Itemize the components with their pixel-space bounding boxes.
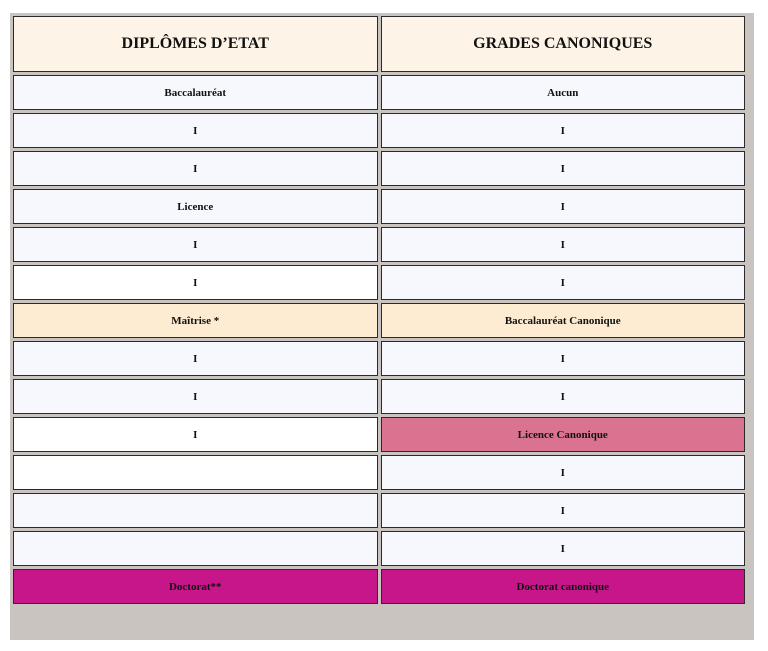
header-grades-canoniques: GRADES CANONIQUES	[381, 16, 746, 72]
table-row	[13, 531, 745, 566]
cell-grade: I	[381, 227, 746, 262]
cell-grade: I	[381, 151, 746, 186]
table-row	[13, 265, 745, 300]
cell-grade: I	[381, 493, 746, 528]
table-header-row	[13, 16, 745, 72]
header-diplomes-etat: DIPLÔMES D’ETAT	[13, 16, 378, 72]
cell-diplome: I	[13, 379, 378, 414]
table-row	[13, 493, 745, 528]
cell-grade: I	[381, 531, 746, 566]
cell-diplome	[13, 531, 378, 566]
cell-grade: Aucun	[381, 75, 746, 110]
cell-grade: I	[381, 265, 746, 300]
grades-table-frame	[10, 13, 754, 640]
cell-grade: I	[381, 113, 746, 148]
cell-diplome	[13, 455, 378, 490]
table-row	[13, 455, 745, 490]
table-row	[13, 379, 745, 414]
cell-diplome: I	[13, 113, 378, 148]
cell-diplome: I	[13, 151, 378, 186]
cell-diplome-doctorat: Doctorat**	[13, 569, 378, 604]
cell-diplome: Licence	[13, 189, 378, 224]
table-row	[13, 569, 745, 604]
cell-grade: I	[381, 379, 746, 414]
cell-grade-licence-canonique: Licence Canonique	[381, 417, 746, 452]
table-row	[13, 417, 745, 452]
table-row	[13, 151, 745, 186]
cell-grade: I	[381, 189, 746, 224]
cell-diplome: I	[13, 417, 378, 452]
cell-diplome: I	[13, 265, 378, 300]
cell-grade-doctorat-canonique: Doctorat canonique	[381, 569, 746, 604]
grades-comparison-table	[10, 13, 748, 607]
cell-grade: I	[381, 455, 746, 490]
cell-grade: I	[381, 341, 746, 376]
cell-diplome-maitrise: Maîtrise *	[13, 303, 378, 338]
cell-diplome	[13, 493, 378, 528]
table-row	[13, 341, 745, 376]
table-row	[13, 113, 745, 148]
table-row	[13, 303, 745, 338]
cell-diplome: I	[13, 341, 378, 376]
cell-diplome: Baccalauréat	[13, 75, 378, 110]
table-row	[13, 75, 745, 110]
cell-diplome: I	[13, 227, 378, 262]
cell-grade-baccalaureat-canonique: Baccalauréat Canonique	[381, 303, 746, 338]
table-row	[13, 227, 745, 262]
table-row	[13, 189, 745, 224]
